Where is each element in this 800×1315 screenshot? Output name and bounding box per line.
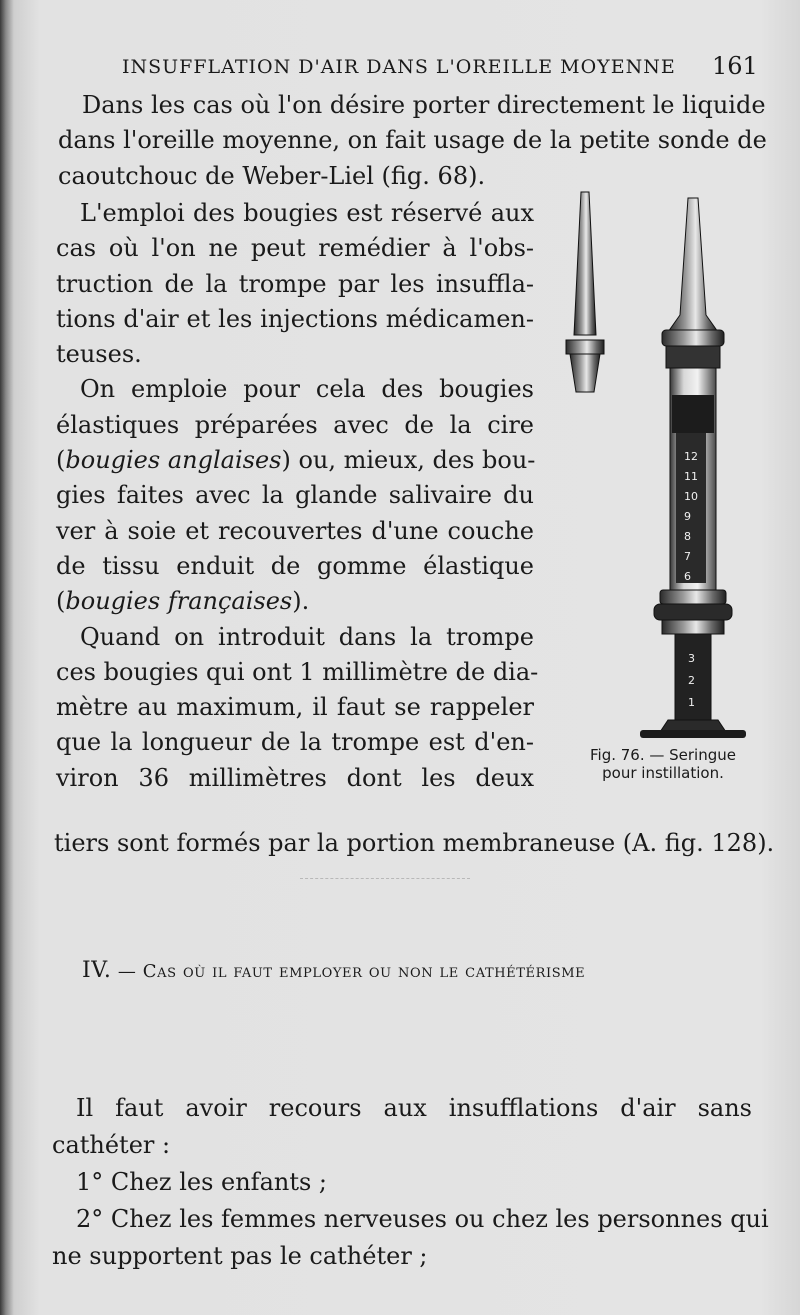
text-line: truction de la trompe par les insuffla- [56, 269, 534, 298]
scale-mark: 11 [684, 470, 698, 483]
text-fragment: ( [56, 446, 66, 475]
text-line: teuses. [56, 340, 142, 369]
scale-mark: 10 [684, 490, 698, 503]
paragraph-bottom [52, 1090, 769, 1275]
paragraph-wide [54, 826, 775, 861]
text-fragment: ) ou, mieux, des bou- [281, 446, 536, 475]
text-line: de tissu enduit de gomme élastique [56, 551, 534, 580]
section-heading [82, 958, 762, 983]
text-line: caoutchouc de Weber-Liel (fig. 68). [58, 161, 486, 190]
nozzle-piece [566, 192, 604, 392]
syringe-illustration [548, 180, 778, 745]
text-line: mètre au maximum, il faut se rappeler [56, 693, 534, 722]
figure-caption [548, 746, 778, 782]
page-number: 161 [712, 52, 758, 80]
figure-caption-line: pour instillation. [602, 764, 724, 782]
italic-term: bougies françaises [65, 587, 293, 616]
text-line: dans l'oreille moyenne, on fait usage de la petite sonde de [58, 126, 767, 155]
page-edge-shadow [0, 170, 12, 620]
text-line: Dans les cas où l'on désire porter directement le liquide [82, 91, 766, 119]
text-line: ces bougies qui ont 1 millimètre de dia- [56, 657, 539, 686]
text-line: 1° Chez les enfants ; [76, 1168, 328, 1196]
scale-mark: 3 [688, 652, 695, 665]
scale-mark: 2 [688, 674, 695, 687]
italic-term: bougies anglaises [65, 446, 282, 475]
text-fragment: ( [56, 587, 66, 616]
scale-mark: 6 [684, 570, 691, 583]
scale-mark: 9 [684, 510, 691, 523]
text-line: gies faites avec la glande salivaire du [56, 481, 534, 510]
text-line: ver à soie et recouvertes d'une couche [56, 516, 534, 545]
figure-syringe [548, 180, 778, 790]
running-head [0, 48, 800, 88]
text-line: que la longueur de la trompe est d'en- [56, 728, 534, 757]
text-line [56, 584, 534, 619]
paragraph-narrow-column [56, 196, 539, 796]
text-line: tions d'air et les injections médicamen- [56, 304, 534, 333]
text-line: L'emploi des bougies est réservé aux [80, 199, 534, 227]
section-title: Cas où il faut employer ou non le cathétérisme [142, 961, 586, 982]
text-line: cathéter : [52, 1131, 171, 1159]
text-line: tiers sont formés par la portion membraneuse (A. fig. 128). [54, 829, 775, 857]
text-fragment: ). [292, 587, 310, 616]
figure-caption-line: Fig. 76. — Seringue [589, 746, 736, 764]
paragraph-top [58, 88, 767, 194]
scale-mark: 7 [684, 550, 691, 563]
text-line: ne supportent pas le cathéter ; [52, 1242, 428, 1270]
scale-mark: 1 [688, 696, 695, 709]
text-line: 2° Chez les femmes nerveuses ou chez les personnes qui [76, 1205, 769, 1233]
section-numeral: IV. [82, 958, 112, 983]
separator-rule [300, 878, 470, 879]
text-line: Il faut avoir recours aux insufflations d'air sans [76, 1094, 752, 1122]
text-line: élastiques préparées avec de la cire [56, 410, 534, 439]
scale-mark: 8 [684, 530, 691, 543]
text-line: cas où l'on ne peut remédier à l'obs- [56, 234, 534, 263]
text-line: On emploie pour cela des bougies [80, 375, 534, 404]
running-title: INSUFFLATION D'AIR DANS L'OREILLE MOYENNE [122, 56, 676, 78]
text-line: Quand on introduit dans la trompe [80, 622, 534, 651]
text-line [56, 443, 534, 478]
text-line: viron 36 millimètres dont les deux [56, 763, 534, 792]
section-dash: — [111, 961, 143, 982]
scale-mark: 12 [684, 450, 698, 463]
